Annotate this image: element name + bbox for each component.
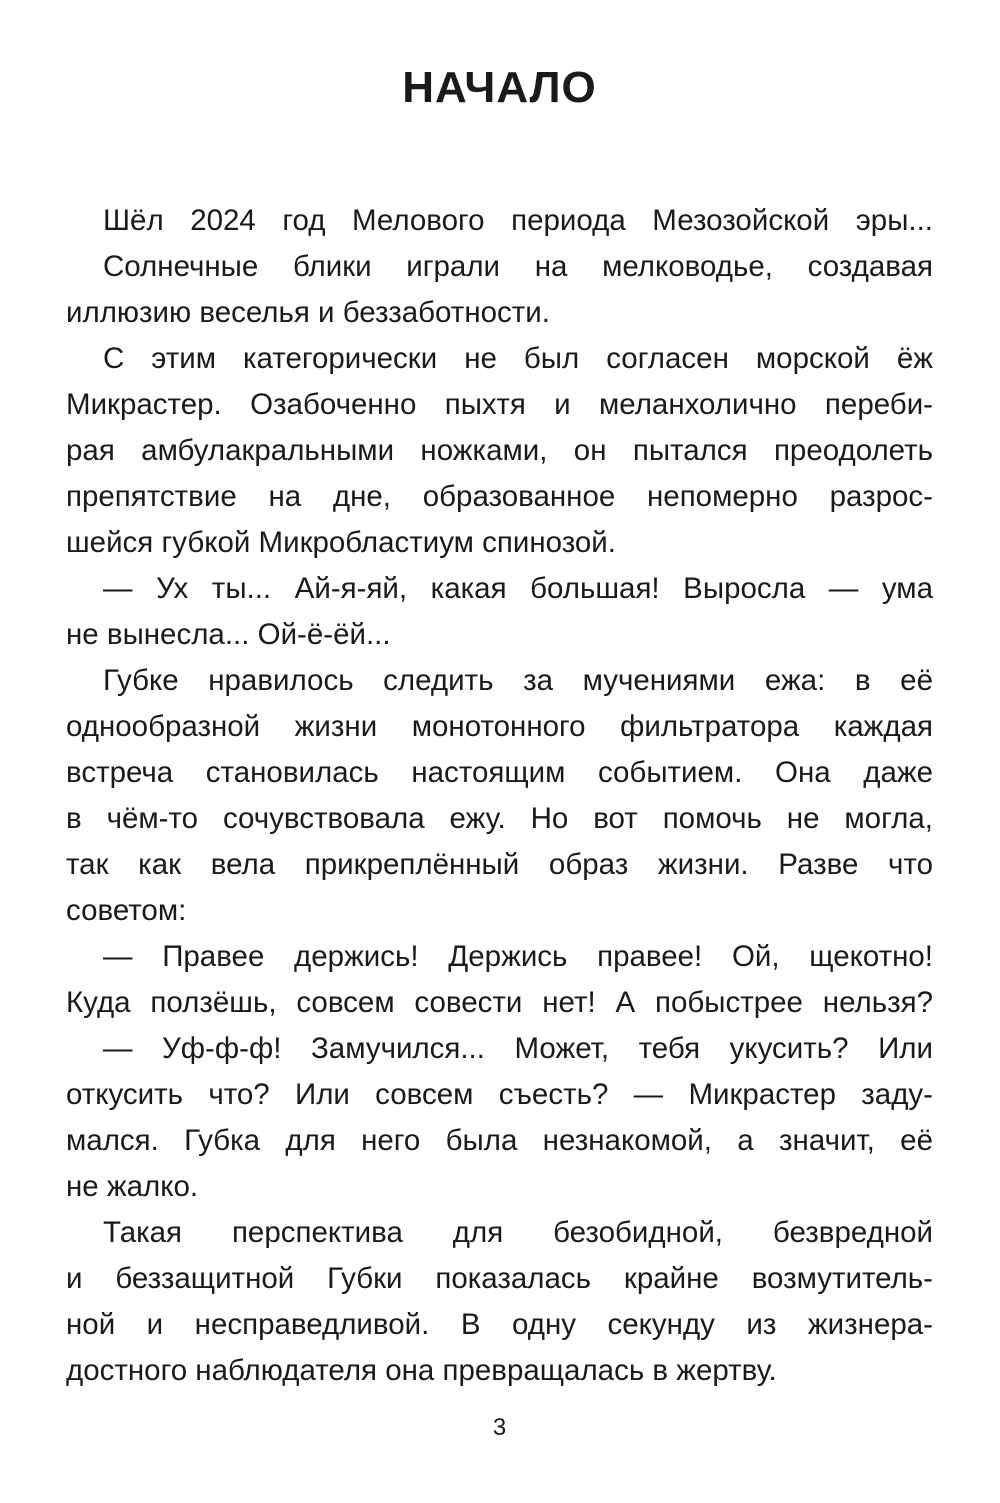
text-line: Куда ползёшь, совсем совести нет! А побыстрее нельзя? [66, 986, 933, 1019]
text-line: не вынесла... Ой-ё-ёй... [66, 618, 391, 651]
text-line: советом: [66, 894, 187, 927]
text-line: препятствие на дне, образованное непомерно разрос- [66, 480, 933, 513]
text-line: ной и несправедливой. В одну секунду из жизнера- [66, 1308, 933, 1341]
text-line: и беззащитной Губки показалась крайне возмутитель- [66, 1262, 933, 1295]
page-number: 3 [492, 1414, 507, 1441]
text-line: — Уф-ф-ф! Замучился... Может, тебя укусить? Или [103, 1032, 933, 1065]
text-line: иллюзию веселья и беззаботности. [66, 296, 550, 329]
text-line: мался. Губка для него была незнакомой, а значит, её [66, 1124, 933, 1157]
text-line: Микрастер. Озабоченно пыхтя и меланхолично переби- [66, 388, 933, 421]
body-text [66, 198, 933, 1394]
text-line: достного наблюдателя она превращалась в жертву. [66, 1354, 777, 1387]
text-line: — Правее держись! Держись правее! Ой, щекотно! [103, 940, 933, 973]
text-line: однообразной жизни монотонного фильтратора каждая [66, 710, 933, 743]
text-line: откусить что? Или совсем съесть? — Микрастер заду- [66, 1078, 933, 1111]
text-line: С этим категорически не был согласен морской ёж [103, 342, 933, 375]
text-line: в чём-то сочувствовала ежу. Но вот помочь не могла, [66, 802, 933, 835]
text-line: не жалко. [66, 1170, 199, 1203]
chapter-title: НАЧАЛО [402, 63, 597, 112]
text-line: рая амбулакральными ножками, он пытался преодолеть [66, 434, 933, 467]
text-line: — Ух ты... Ай-я-яй, какая большая! Выросла — ума [103, 572, 933, 605]
text-line: так как вела прикреплённый образ жизни. Разве что [66, 848, 933, 881]
text-line: Шёл 2024 год Мелового периода Мезозойской эры... [103, 204, 933, 237]
book-page [66, 0, 933, 1503]
text-line: Такая перспектива для безобидной, безвредной [103, 1216, 933, 1249]
text-line: Губке нравилось следить за мучениями ежа: в её [103, 664, 933, 697]
text-line: встреча становилась настоящим событием. Она даже [66, 756, 933, 789]
text-line: Солнечные блики играли на мелководье, создавая [103, 250, 933, 283]
text-line: шейся губкой Микробластиум спинозой. [66, 526, 616, 559]
